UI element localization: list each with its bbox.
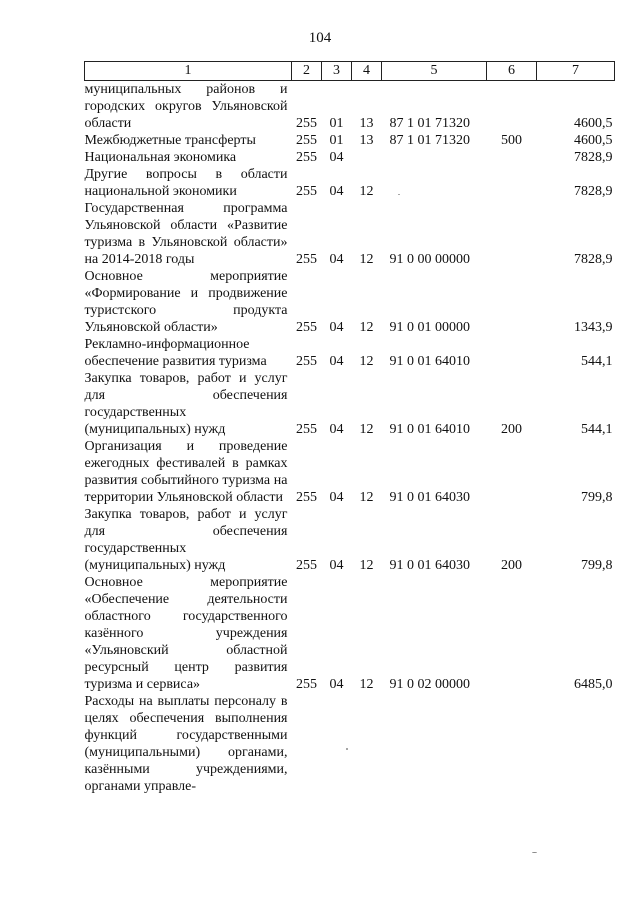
- cell-expense-type: 200: [501, 422, 522, 437]
- cell-admin-code: 255: [296, 320, 317, 335]
- column-header-7: 7: [537, 62, 615, 81]
- cell-admin-code: [292, 693, 322, 795]
- cell-admin-code: 255: [296, 422, 317, 437]
- cell-subsection: 12: [359, 252, 374, 267]
- scan-speck: [346, 748, 348, 750]
- cell-admin-code: 255: [296, 252, 317, 267]
- table-row: [85, 200, 615, 268]
- cell-subsection: [352, 693, 382, 795]
- cell-target-article: [382, 149, 487, 166]
- cell-amount: 544,1: [581, 422, 613, 437]
- budget-table: [84, 61, 615, 795]
- cell-section: 01: [329, 133, 344, 148]
- table-row: [85, 574, 615, 693]
- cell-amount: 7828,9: [574, 150, 613, 165]
- scan-speck: [398, 194, 400, 195]
- cell-section: 04: [329, 558, 344, 573]
- cell-target-article: 91 0 01 64030: [389, 558, 470, 573]
- cell-name: муниципальных районов и городских округов Ульяновской области: [84, 82, 288, 131]
- cell-section: [322, 693, 352, 795]
- cell-section: 04: [329, 422, 344, 437]
- table-row: [85, 132, 615, 149]
- page-number: 104: [308, 30, 332, 46]
- cell-section: 04: [329, 252, 344, 267]
- cell-expense-type: [487, 438, 537, 506]
- cell-amount: 7828,9: [574, 252, 613, 267]
- cell-amount: 4600,5: [574, 133, 613, 148]
- cell-subsection: 12: [359, 354, 374, 369]
- cell-name: Рекламно-информационное обеспечение развития туризма: [84, 337, 267, 369]
- cell-name: Закупка товаров, работ и услуг для обеспечения государственных (муниципальных) нужд: [84, 371, 288, 437]
- cell-name: Организация и проведение ежегодных фестивалей в рамках развития событийного туризма на территории Ульяновской области: [84, 439, 288, 505]
- cell-name: Основное мероприятие «Формирование и продвижение туристского продукта Ульяновской области»: [84, 269, 288, 335]
- cell-target-article: 91 0 02 00000: [389, 677, 470, 692]
- table-row: [85, 438, 615, 506]
- cell-target-article: 87 1 01 71320: [389, 116, 470, 131]
- cell-amount: 4600,5: [574, 116, 613, 131]
- cell-amount: 799,8: [581, 490, 613, 505]
- cell-expense-type: [487, 200, 537, 268]
- cell-name: Национальная экономика: [84, 150, 237, 165]
- scan-speck: [532, 852, 537, 853]
- cell-expense-type: 500: [501, 133, 522, 148]
- cell-subsection: 12: [359, 677, 374, 692]
- cell-admin-code: 255: [296, 150, 317, 165]
- cell-subsection: [352, 149, 382, 166]
- cell-expense-type: [487, 81, 537, 133]
- cell-section: 04: [329, 490, 344, 505]
- cell-subsection: 12: [359, 490, 374, 505]
- cell-amount: 1343,9: [574, 320, 613, 335]
- cell-subsection: 13: [359, 133, 374, 148]
- cell-amount: 6485,0: [574, 677, 613, 692]
- table-row: [85, 336, 615, 370]
- table-row: [85, 166, 615, 200]
- column-header-3: 3: [322, 62, 352, 81]
- cell-expense-type: [487, 693, 537, 795]
- cell-amount: 544,1: [581, 354, 613, 369]
- cell-expense-type: [487, 574, 537, 693]
- cell-target-article: 91 0 01 64030: [389, 490, 470, 505]
- table-row: [85, 693, 615, 795]
- cell-name: Межбюджетные трансферты: [84, 133, 256, 148]
- cell-admin-code: 255: [296, 133, 317, 148]
- cell-target-article: 91 0 01 64010: [389, 354, 470, 369]
- cell-name: Другие вопросы в области национальной экономики: [84, 167, 288, 199]
- cell-amount: 7828,9: [574, 184, 613, 199]
- cell-subsection: 12: [359, 422, 374, 437]
- cell-admin-code: 255: [296, 558, 317, 573]
- column-header-1: 1: [85, 62, 292, 81]
- cell-target-article: 87 1 01 71320: [389, 133, 470, 148]
- cell-subsection: 12: [359, 558, 374, 573]
- cell-subsection: 12: [359, 320, 374, 335]
- cell-expense-type: [487, 149, 537, 166]
- table-row: [85, 81, 615, 133]
- cell-section: 04: [329, 184, 344, 199]
- cell-admin-code: 255: [296, 490, 317, 505]
- cell-admin-code: 255: [296, 116, 317, 131]
- cell-amount: [537, 693, 615, 795]
- column-header-5: 5: [382, 62, 487, 81]
- cell-name: Расходы на выплаты персоналу в целях обеспечения выполнения функций государственными (муниципальными) органами, казёнными учреждениями, органами управле-: [84, 694, 288, 794]
- cell-expense-type: [487, 166, 537, 200]
- table-row: [85, 506, 615, 574]
- cell-name: Государственная программа Ульяновской области «Развитие туризма в Ульяновской области» на 2014-2018 годы: [84, 201, 288, 267]
- cell-section: 04: [329, 320, 344, 335]
- cell-section: 01: [329, 116, 344, 131]
- cell-section: 04: [329, 150, 344, 165]
- cell-admin-code: 255: [296, 354, 317, 369]
- cell-target-article: [382, 693, 487, 795]
- cell-name: Закупка товаров, работ и услуг для обеспечения государственных (муниципальных) нужд: [84, 507, 288, 573]
- column-header-4: 4: [352, 62, 382, 81]
- cell-expense-type: [487, 336, 537, 370]
- cell-amount: 799,8: [581, 558, 613, 573]
- table-body: [85, 81, 615, 796]
- cell-target-article: [382, 166, 487, 200]
- column-header-2: 2: [292, 62, 322, 81]
- cell-target-article: 91 0 00 00000: [389, 252, 470, 267]
- table-header-row: [85, 62, 615, 81]
- cell-section: 04: [329, 354, 344, 369]
- table-row: [85, 268, 615, 336]
- cell-target-article: 91 0 01 64010: [389, 422, 470, 437]
- cell-subsection: 13: [359, 116, 374, 131]
- table-row: [85, 149, 615, 166]
- cell-expense-type: [487, 268, 537, 336]
- cell-target-article: 91 0 01 00000: [389, 320, 470, 335]
- column-header-6: 6: [487, 62, 537, 81]
- cell-name: Основное мероприятие «Обеспечение деятельности областного государственного казённого учреждения «Ульяновский областной ресурсный центр развития туризма и сервиса»: [84, 575, 288, 692]
- cell-subsection: 12: [359, 184, 374, 199]
- cell-section: 04: [329, 677, 344, 692]
- cell-admin-code: 255: [296, 184, 317, 199]
- cell-expense-type: 200: [501, 558, 522, 573]
- cell-admin-code: 255: [296, 677, 317, 692]
- table-row: [85, 370, 615, 438]
